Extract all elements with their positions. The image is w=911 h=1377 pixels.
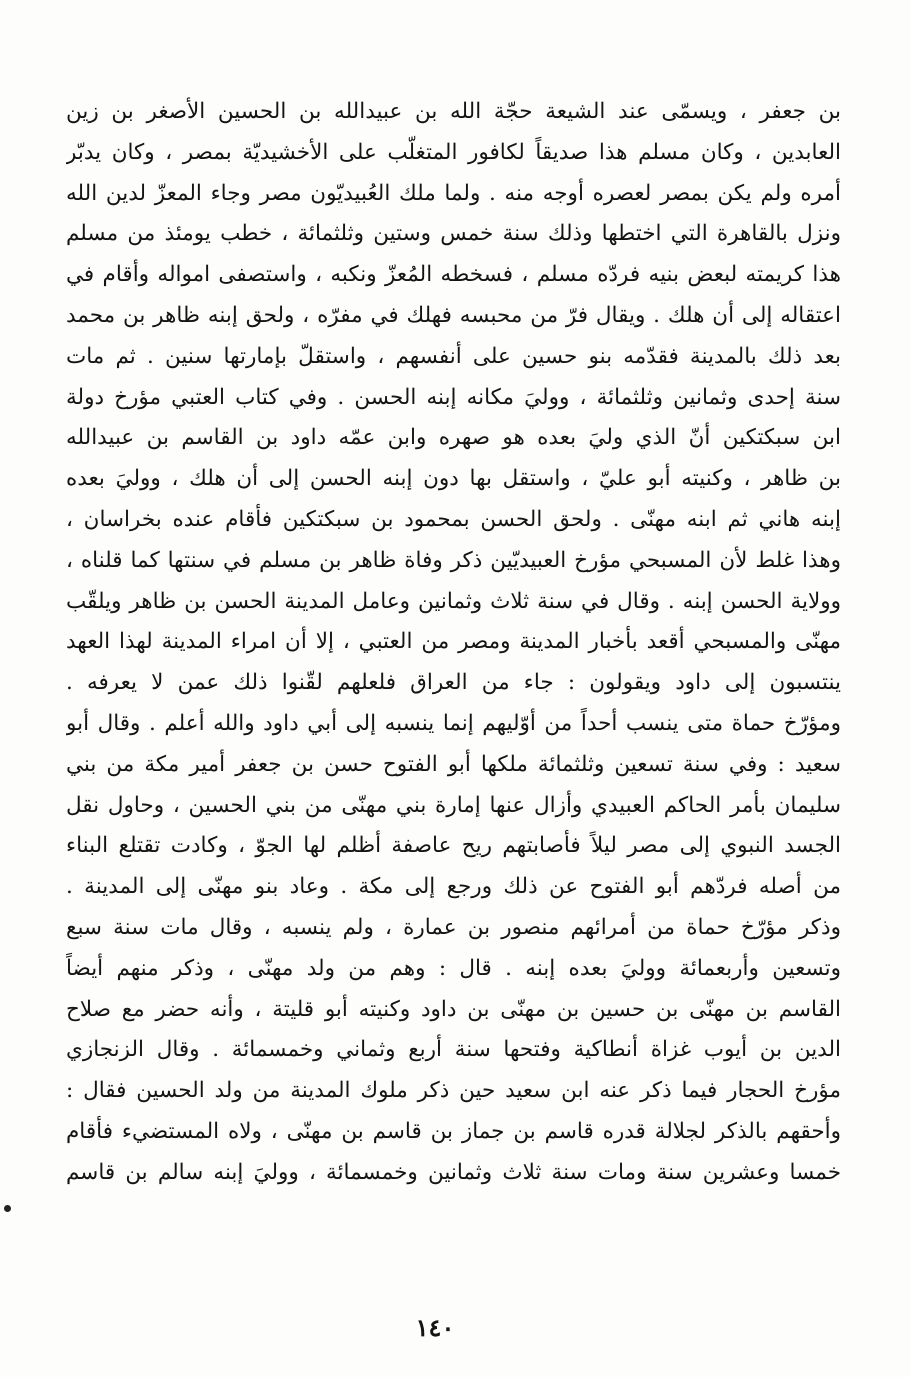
text-line: من أصله فردّهم أبو الفتوح عن ذلك ورجع إلى مكة . وعاد بنو مهنّى إلى المدينة . bbox=[66, 874, 841, 900]
text-line: الدين بن أيوب غزاة أنطاكية وفتحها سنة أربع وثماني وخمسمائة . وقال الزنجازي bbox=[66, 1037, 841, 1063]
text-line: ونزل بالقاهرة التي اختطها وذلك سنة خمس وستين وثلثمائة ، خطب يومئذ من مسلم bbox=[66, 221, 841, 247]
text-line: ينتسبون إلى داود ويقولون : جاء من العراق فلعلهم لقّنوا ذلك عمن لا يعرفه . bbox=[66, 670, 841, 696]
text-line: بن جعفر ، ويسمّى عند الشيعة حجّة الله بن عبيدالله بن الحسين الأصغر بن زين bbox=[66, 99, 841, 124]
text-line: سعيد : وفي سنة تسعين وثلثمائة ملكها أبو الفتوح حسن بن جعفر أمير مكة من بني bbox=[66, 751, 841, 777]
text-line: وتسعين وأربعمائة ووليَ بعده إبنه . قال : وهم من ولد مهنّى ، وذكر منهم أيضاً bbox=[66, 955, 841, 981]
text-line: ومؤرّخ حماة متى ينسب أحداً من أوّليهم إنما ينسبه إلى أبي داود والله أعلم . وقال أبو bbox=[66, 710, 841, 736]
body-text bbox=[66, 92, 841, 1194]
text-line: وأحقهم بالذكر لجلالة قدره قاسم بن جماز بن قاسم بن مهنّى ، ولاه المستضيء فأقام bbox=[66, 1118, 841, 1144]
text-line: العابدين ، وكان مسلم هذا صديقاً لكافور المتغلّب على الأخشيديّة بمصر ، وكان يدبّر bbox=[66, 139, 841, 165]
margin-ink-dot bbox=[4, 1205, 11, 1212]
text-line: إبنه هاني ثم ابنه مهنّى . ولحق الحسن بمحمود بن سبكتكين فأقام عنده بخراسان ، bbox=[66, 506, 841, 532]
text-line: ابن سبكتكين أنّ الذي وليَ بعده هو صهره وابن عمّه داود بن القاسم بن عبيدالله bbox=[66, 425, 841, 451]
page-number: ١٤٠ bbox=[415, 1313, 455, 1342]
text-line: الجسد النبوي إلى مصر ليلاً فأصابتهم ريح عاصفة أظلم لها الجوّ ، وكادت تقتلع البناء bbox=[66, 833, 841, 859]
text-line: هذا كريمته لبعض بنيه فردّه مسلم ، فسخطه المُعزّ ونكبه ، واستصفى امواله وأقام في bbox=[66, 262, 841, 288]
text-line: وذكر مؤرّخ حماة من أمرائهم منصور بن عمارة ، ولم ينسبه ، وقال مات سنة سبع bbox=[66, 914, 841, 940]
text-line: وولاية الحسن إبنه . وقال في سنة ثلاث وثمانين وعامل المدينة الحسن بن ظاهر ويلقّب bbox=[66, 588, 841, 614]
text-line: مؤرخ الحجار فيما ذكر عنه ابن سعيد حين ذكر ملوك المدينة من ولد الحسين فقال : bbox=[66, 1078, 841, 1104]
text-line: مهنّى والمسبحي أقعد بأخبار المدينة ومصر من العتبي ، إلا أن امراء المدينة لهذا العهد bbox=[66, 629, 841, 655]
text-line: خمسا وعشرين سنة ومات سنة ثلاث وثمانين وخمسمائة ، ووليَ إبنه سالم بن قاسم bbox=[66, 1159, 841, 1185]
text-line: سنة إحدى وثمانين وثلثمائة ، ووليَ مكانه إبنه الحسن . وفي كتاب العتبي مؤرخ دولة bbox=[66, 384, 841, 410]
text-line: القاسم بن مهنّى بن حسين بن مهنّى بن داود وكنيته أبو قليتة ، وأنه حضر مع صلاح bbox=[66, 996, 841, 1022]
text-line: أمره ولم يكن بمصر لعصره أوجه منه . ولما ملك العُبيديّون مصر وجاء المعزّ لدين الله bbox=[66, 180, 841, 206]
text-line: بن ظاهر ، وكنيته أبو عليّ ، واستقل بها دون إبنه الحسن إلى أن هلك ، ووليَ بعده bbox=[66, 466, 841, 492]
text-line: اعتقاله إلى أن هلك . ويقال فرّ من محبسه فهلك في مفرّه ، ولحق إبنه ظاهر بن محمد bbox=[66, 302, 841, 328]
text-line: سليمان بأمر الحاكم العبيدي وأزال عنها إمارة بني مهنّى من بني الحسين ، وحاول نقل bbox=[66, 792, 841, 818]
text-line: بعد ذلك بالمدينة فقدّمه بنو حسين على أنفسهم ، واستقلّ بإمارتها سنين . ثم مات bbox=[66, 343, 841, 369]
text-line: وهذا غلط لأن المسبحي مؤرخ العبيديّين ذكر وفاة ظاهر بن مسلم في سنتها كما قلناه ، bbox=[66, 547, 841, 573]
